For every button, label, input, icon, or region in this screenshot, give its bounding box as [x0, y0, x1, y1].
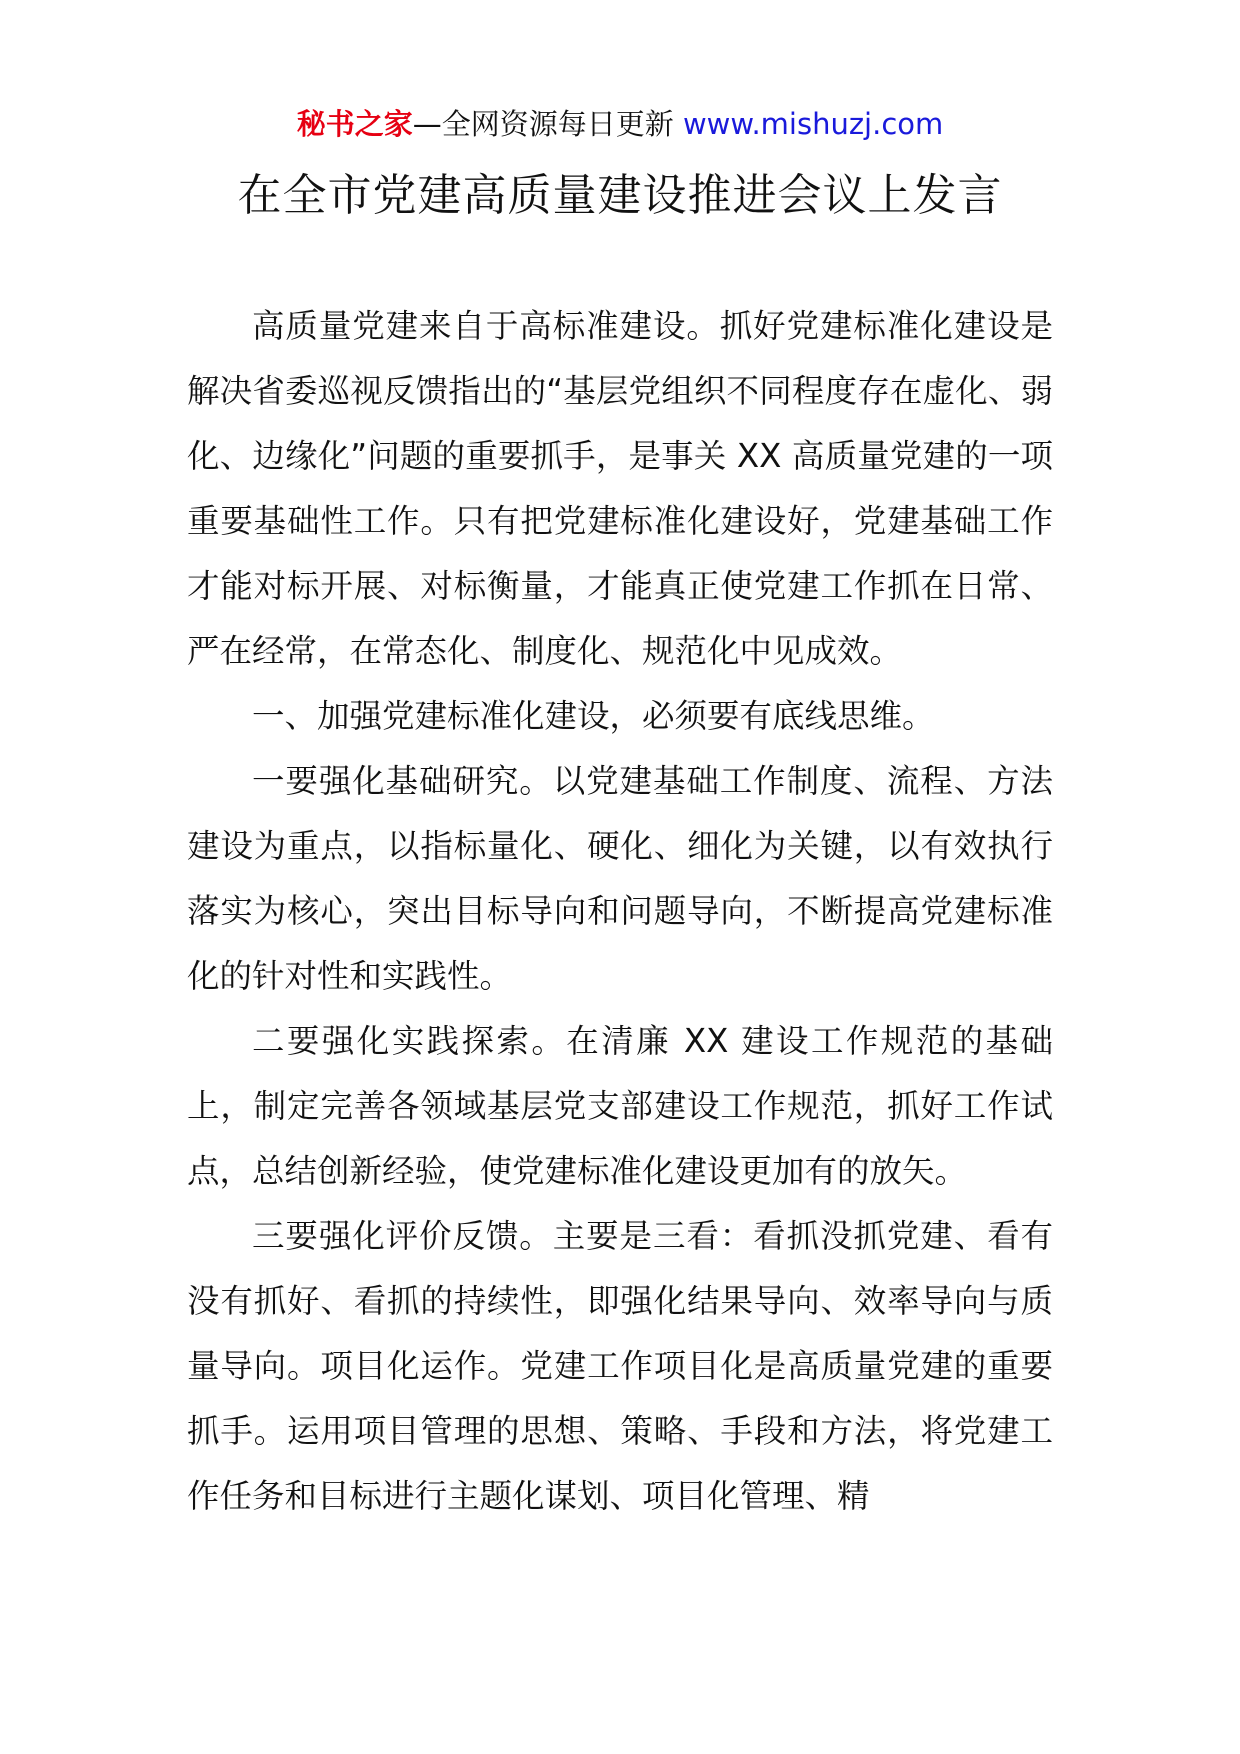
document-title: 在全市党建高质量建设推进会议上发言	[237, 170, 1003, 221]
paragraph-point-2: 二要强化实践探索。在清廉 XX 建设工作规范的基础上，制定完善各领域基层党支部建设工作规范，抓好工作试点，总结创新经验，使党建标准化建设更加有的放矢。	[187, 1022, 1053, 1190]
site-brand: 秘书之家	[296, 107, 413, 141]
site-url[interactable]: www.mishuzj.com	[682, 107, 944, 141]
watermark-header	[0, 104, 1240, 144]
document-body	[187, 294, 1053, 1529]
paragraph-intro: 高质量党建来自于高标准建设。抓好党建标准化建设是解决省委巡视反馈指出的“基层党组织不同程度存在虚化、弱化、边缘化”问题的重要抓手，是事关 XX 高质量党建的一项重要基础性工作。只有把党建标准化建设好，党建基础工作才能对标开展、对标衡量，才能真正使党建工作抓在日常、严在经常，在常态化、制度化、规范化中见成效。	[187, 307, 1053, 670]
paragraph-point-1: 一要强化基础研究。以党建基础工作制度、流程、方法建设为重点，以指标量化、硬化、细化为关键，以有效执行落实为核心，突出目标导向和问题导向，不断提高党建标准化的针对性和实践性。	[187, 762, 1053, 995]
paragraph-point-3: 三要强化评价反馈。主要是三看：看抓没抓党建、看有没有抓好、看抓的持续性，即强化结果导向、效率导向与质量导向。项目化运作。党建工作项目化是高质量党建的重要抓手。运用项目管理的思想、策略、手段和方法，将党建工作任务和目标进行主题化谋划、项目化管理、精	[187, 1217, 1053, 1515]
section-heading-1: 一、加强党建标准化建设，必须要有底线思维。	[252, 697, 935, 735]
site-tagline: —全网资源每日更新	[412, 107, 683, 141]
